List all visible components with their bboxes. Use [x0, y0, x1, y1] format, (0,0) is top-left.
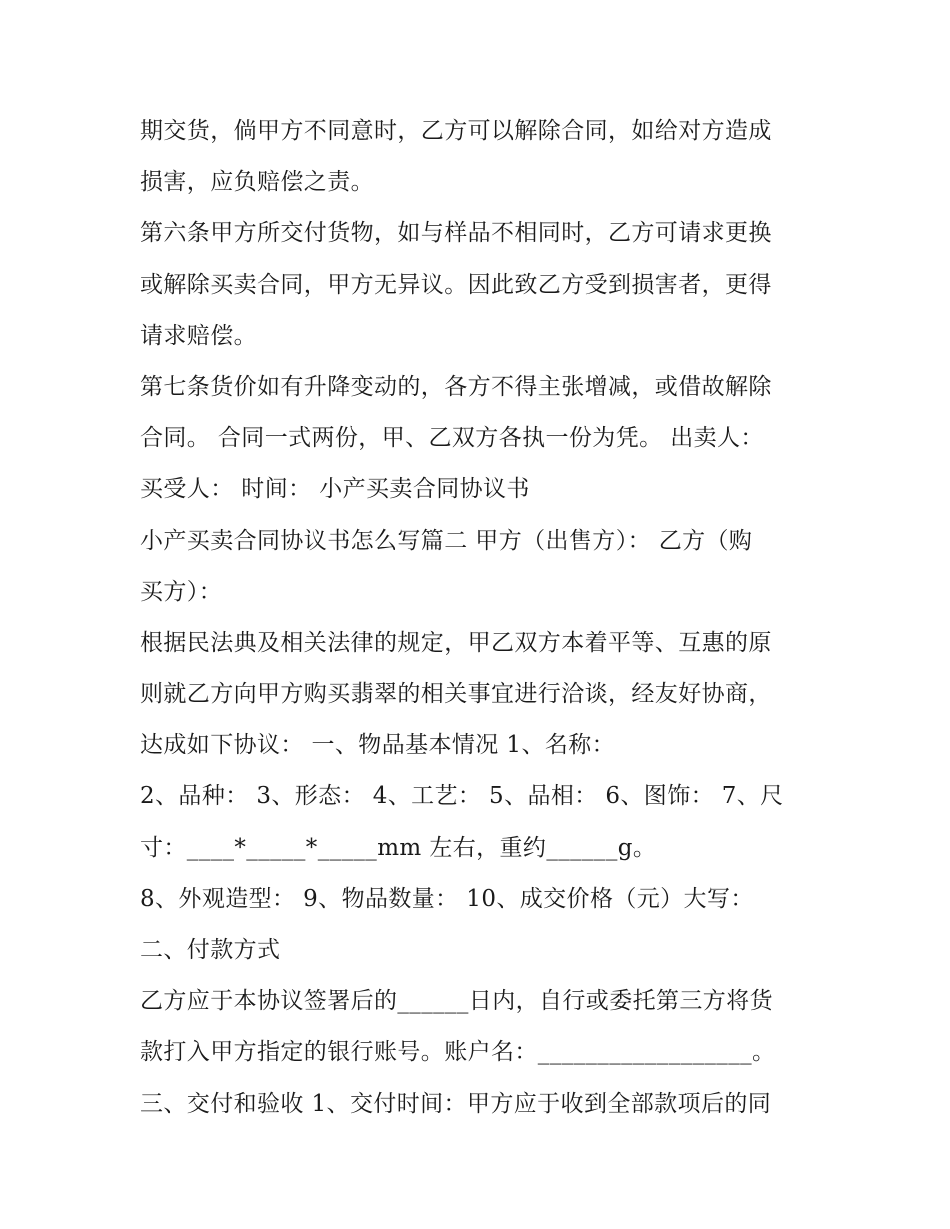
- text-line: 期交货，倘甲方不同意时，乙方可以解除合同，如给对方造成: [140, 118, 772, 144]
- text-line: 三、交付和验收 1、交付时间：甲方应于收到全部款项后的同: [140, 1090, 772, 1117]
- text-line: 8、外观造型： 9、物品数量： 10、成交价格（元）大写：: [140, 885, 754, 912]
- text-line: 合同。 合同一式两份，甲、乙双方各执一份为凭。 出卖人：: [140, 425, 764, 452]
- text-line: 买受人： 时间： 小产买卖合同协议书: [140, 476, 530, 503]
- text-line: 第七条货价如有升降变动的，各方不得主张增减，或借故解除: [140, 373, 772, 400]
- text-line: 达成如下协议： 一、物品基本情况 1、名称：: [140, 732, 616, 759]
- text-line: 或解除买卖合同，甲方无异议。因此致乙方受到损害者，更得: [140, 271, 772, 298]
- text-line: 款打入甲方指定的银行账号。账户名：__________________。: [140, 1039, 776, 1066]
- text-line: 寸：____*_____*_____mm 左右，重约______g。: [140, 834, 657, 861]
- text-line: 根据民法典及相关法律的规定，甲乙双方本着平等、互惠的原: [140, 629, 772, 656]
- text-line: 乙方应于本协议签署后的______日内，自行或委托第三方将货: [140, 988, 773, 1015]
- text-line: 损害，应负赔偿之责。: [140, 169, 374, 196]
- document-body: [140, 106, 820, 1130]
- text-line: 二、付款方式: [140, 937, 281, 963]
- text-line: 则就乙方向甲方购买翡翠的相关事宜进行洽谈，经友好协商，: [140, 681, 772, 708]
- text-line: 2、品种： 3、形态： 4、工艺： 5、品相： 6、图饰： 7、尺: [140, 783, 784, 810]
- text-line: 买方）：: [140, 578, 223, 605]
- text-line: 小产买卖合同协议书怎么写篇二 甲方（出售方）： 乙方（购: [140, 527, 753, 554]
- text-line: 第六条甲方所交付货物，如与样品不相同时，乙方可请求更换: [140, 220, 772, 247]
- text-line: 请求赔偿。: [140, 322, 257, 349]
